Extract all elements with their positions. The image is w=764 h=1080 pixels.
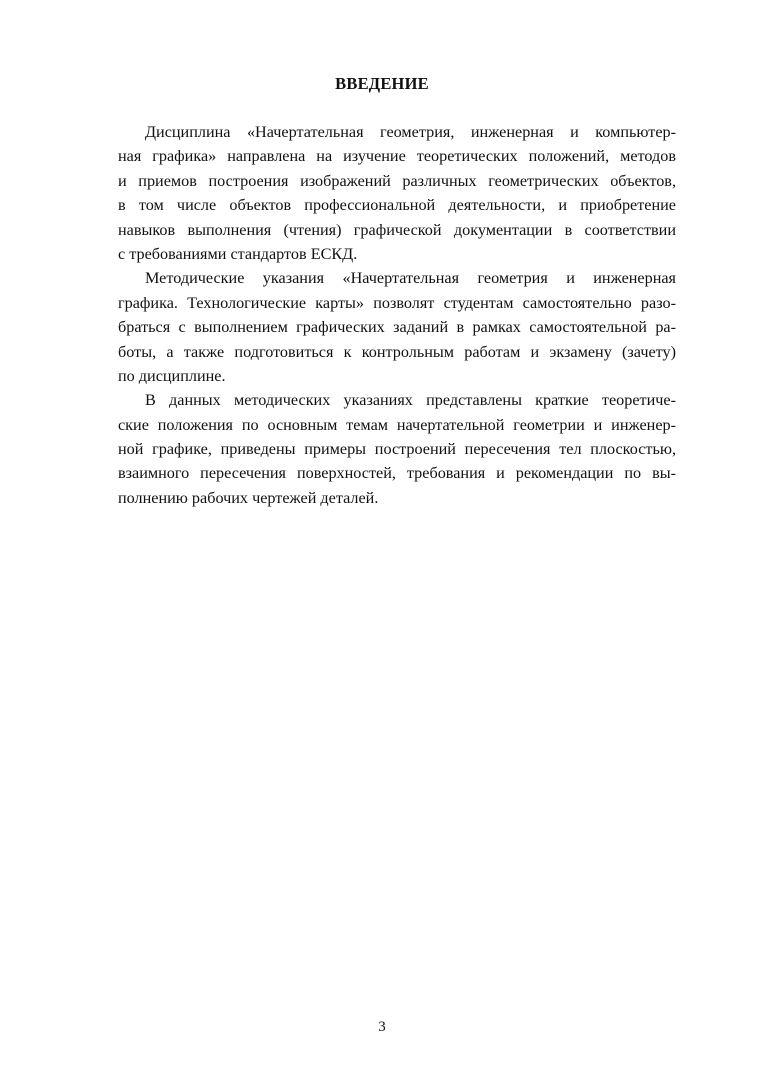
paragraph-line: ной графике, приведены примеры построений пересечения тел плоскостью, xyxy=(118,440,676,459)
paragraph-line: ские положения по основным темам начертательной геометрии и инженер- xyxy=(118,415,676,434)
paragraph-line: Дисциплина «Начертательная геометрия, инженерная и компьютер- xyxy=(145,123,676,141)
paragraph-line: ная графика» направлена на изучение теоретических положений, методов xyxy=(118,147,676,166)
paragraph-line: графика. Технологические карты» позволят студентам самостоятельно разо- xyxy=(118,293,676,312)
paragraph-line: по дисциплине. xyxy=(118,366,226,385)
paragraph-line: боты, а также подготовиться к контрольным работам и экзамену (зачету) xyxy=(118,342,676,361)
body-text xyxy=(118,120,676,510)
paragraph-3 xyxy=(118,388,676,510)
paragraph-line: в том числе объектов профессиональной деятельности, и приобретение xyxy=(118,196,676,215)
paragraph-line: взаимного пересечения поверхностей, требования и рекомендации по вы- xyxy=(118,464,676,483)
page-number: 3 xyxy=(378,1019,386,1035)
paragraph-line: браться с выполнением графических заданий в рамках самостоятельной ра- xyxy=(118,318,676,337)
paragraph-line: навыков выполнения (чтения) графической документации в соответствии xyxy=(118,220,676,239)
paragraph-line: В данных методических указаниях представлены краткие теоретиче- xyxy=(145,391,676,410)
paragraph-1 xyxy=(118,120,676,266)
paragraph-line: с требованиями стандартов ЕСКД. xyxy=(118,244,358,263)
section-heading: ВВЕДЕНИЕ xyxy=(335,74,429,93)
paragraph-2 xyxy=(118,266,676,388)
paragraph-line: Методические указания «Начертательная геометрия и инженерная xyxy=(145,269,676,288)
paragraph-line: полнению рабочих чертежей деталей. xyxy=(118,488,379,507)
paragraph-line: и приемов построения изображений различных геометрических объектов, xyxy=(118,171,676,190)
